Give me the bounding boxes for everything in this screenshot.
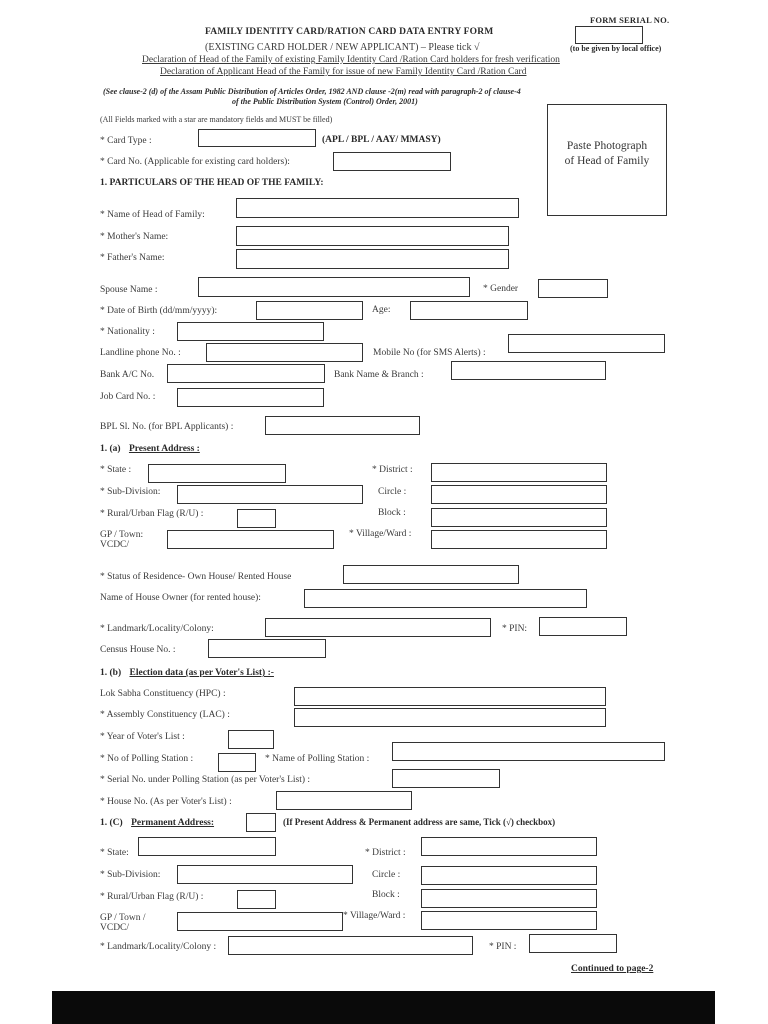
polling-no-input[interactable] [218,753,256,772]
perm-state-label: * State: [100,848,129,858]
perm-block-label: Block : [372,890,400,900]
photo-box-line2: of Head of Family [564,155,650,167]
present-pin-input[interactable] [539,617,627,636]
permanent-address-prefix: 1. (C) [100,818,123,828]
spouse-name-input[interactable] [198,277,470,297]
present-gp-town-input[interactable] [167,530,334,549]
landline-input[interactable] [206,343,363,362]
card-no-input[interactable] [333,152,451,171]
perm-pin-label: * PIN : [489,942,517,952]
present-address-title: Present Address : [128,444,200,454]
present-circle-label: Circle : [378,487,407,497]
perm-village-label: * Village/Ward : [343,911,406,921]
permanent-address-title: Permanent Address: [131,818,215,828]
serial-no-input[interactable] [392,769,500,788]
perm-subdivision-input[interactable] [177,865,353,884]
spouse-name-label: Spouse Name : [100,285,158,295]
father-name-input[interactable] [236,249,509,269]
perm-vcdc-label: VCDC/ [100,923,130,933]
perm-district-label: * District : [365,848,406,858]
declaration-existing: Declaration of Head of the Family of existing Family Identity Card /Ration Card holders for fresh verification [142,55,560,65]
present-block-input[interactable] [431,508,607,527]
name-head-label: * Name of Head of Family: [100,210,205,220]
scan-bottom-edge [52,991,715,1024]
present-state-label: * State : [100,465,132,475]
same-address-checkbox[interactable] [246,813,276,832]
election-prefix: 1. (b) [100,668,122,678]
form-serial-input[interactable] [575,26,643,44]
perm-landmark-label: * Landmark/Locality/Colony : [100,942,217,952]
perm-circle-input[interactable] [421,866,597,885]
present-landmark-label: * Landmark/Locality/Colony: [100,624,214,634]
mother-name-label: * Mother's Name: [100,232,169,242]
present-district-input[interactable] [431,463,607,482]
assembly-input[interactable] [294,708,606,727]
name-head-input[interactable] [236,198,519,218]
dob-input[interactable] [256,301,363,320]
perm-subdivision-label: * Sub-Division: [100,870,161,880]
perm-gp-town-input[interactable] [177,912,343,931]
declaration-new: Declaration of Applicant Head of the Family for issue of new Family Identity Card /Ration Card [160,67,527,77]
present-district-label: * District : [372,465,413,475]
voter-house-no-input[interactable] [276,791,412,810]
serial-no-label: * Serial No. under Polling Station (as per Voter's List) : [100,775,311,785]
present-pin-label: * PIN: [502,624,528,634]
nationality-label: * Nationality : [100,327,155,337]
present-state-input[interactable] [148,464,286,483]
assembly-label: * Assembly Constituency (LAC) : [100,710,230,720]
voter-year-label: * Year of Voter's List : [100,732,185,742]
card-no-label: * Card No. (Applicable for existing card holders): [100,157,290,167]
lok-sabha-input[interactable] [294,687,606,706]
house-owner-label: Name of House Owner (for rented house): [100,593,261,603]
bank-ac-input[interactable] [167,364,325,383]
mandatory-note: (All Fields marked with a star are mandatory fields and MUST be filled) [100,115,333,124]
election-title: Election data (as per Voter's List) :- [129,668,274,678]
landline-label: Landline phone No. : [100,348,181,358]
card-type-input[interactable] [198,129,316,147]
bank-name-label: Bank Name & Branch : [334,370,424,380]
residence-status-input[interactable] [343,565,519,584]
present-subdivision-label: * Sub-Division: [100,487,161,497]
lok-sabha-label: Lok Sabha Constituency (HPC) : [100,689,226,699]
form-serial-label: FORM SERIAL NO. [590,15,670,25]
job-card-label: Job Card No. : [100,392,156,402]
bank-ac-label: Bank A/C No. [100,370,155,380]
perm-rural-urban-label: * Rural/Urban Flag (R/U) : [100,892,204,902]
polling-no-label: * No of Polling Station : [100,754,194,764]
perm-state-input[interactable] [138,837,276,856]
present-landmark-input[interactable] [265,618,491,637]
residence-status-label: * Status of Residence- Own House/ Rented House [100,572,292,582]
census-label: Census House No. : [100,645,176,655]
house-owner-input[interactable] [304,589,587,608]
perm-pin-input[interactable] [529,934,617,953]
present-rural-urban-label: * Rural/Urban Flag (R/U) : [100,509,204,519]
polling-name-input[interactable] [392,742,665,761]
photo-box-line1: Paste Photograph [566,140,648,152]
present-village-input[interactable] [431,530,607,549]
mother-name-input[interactable] [236,226,509,246]
present-circle-input[interactable] [431,485,607,504]
present-gp-town-label: GP / Town: [100,530,144,540]
clause-line-1: (See clause-2 (d) of the Assam Public Distribution of Articles Order, 1982 AND clause -2(m) read with paragraph-2 of clause-4 [103,87,521,96]
form-title: FAMILY IDENTITY CARD/RATION CARD DATA ENTRY FORM [205,27,494,37]
card-type-options: (APL / BPL / AAY/ MMASY) [322,135,441,145]
present-vcdc-label: VCDC/ [100,540,130,550]
census-input[interactable] [208,639,326,658]
bpl-input[interactable] [265,416,420,435]
perm-block-input[interactable] [421,889,597,908]
voter-year-input[interactable] [228,730,274,749]
mobile-label: Mobile No (for SMS Alerts) : [373,348,486,358]
gender-input[interactable] [538,279,608,298]
perm-rural-urban-input[interactable] [237,890,276,909]
age-input[interactable] [410,301,528,320]
mobile-input[interactable] [508,334,665,353]
nationality-input[interactable] [177,322,324,341]
job-card-input[interactable] [177,388,324,407]
perm-circle-label: Circle : [372,870,401,880]
perm-gp-town-label: GP / Town / [100,913,146,923]
polling-name-label: * Name of Polling Station : [265,754,370,764]
perm-village-input[interactable] [421,911,597,930]
perm-landmark-input[interactable] [228,936,473,955]
voter-house-no-label: * House No. (As per Voter's List) : [100,797,232,807]
continued-note: Continued to page-2 [571,964,654,974]
father-name-label: * Father's Name: [100,253,165,263]
bank-name-input[interactable] [451,361,606,380]
photo-box[interactable] [547,104,667,216]
dob-label: * Date of Birth (dd/mm/yyyy): [100,306,218,316]
perm-district-input[interactable] [421,837,597,856]
form-serial-note: (to be given by local office) [570,44,662,53]
age-label: Age: [372,305,391,315]
bpl-label: BPL Sl. No. (for BPL Applicants) : [100,422,234,432]
present-address-prefix: 1. (a) [100,444,121,454]
present-rural-urban-input[interactable] [237,509,276,528]
present-block-label: Block : [378,508,406,518]
section1-title: 1. PARTICULARS OF THE HEAD OF THE FAMILY: [100,178,324,188]
present-subdivision-input[interactable] [177,485,363,504]
present-village-label: * Village/Ward : [349,529,412,539]
clause-line-2: of the Public Distribution System (Control) Order, 2001) [232,97,418,106]
holder-type-line: (EXISTING CARD HOLDER / NEW APPLICANT) – Please tick √ [205,42,480,53]
gender-label: * Gender [483,284,519,294]
card-type-label: * Card Type : [100,136,152,146]
same-address-note: (If Present Address & Permanent address are same, Tick (√) checkbox) [283,817,556,827]
